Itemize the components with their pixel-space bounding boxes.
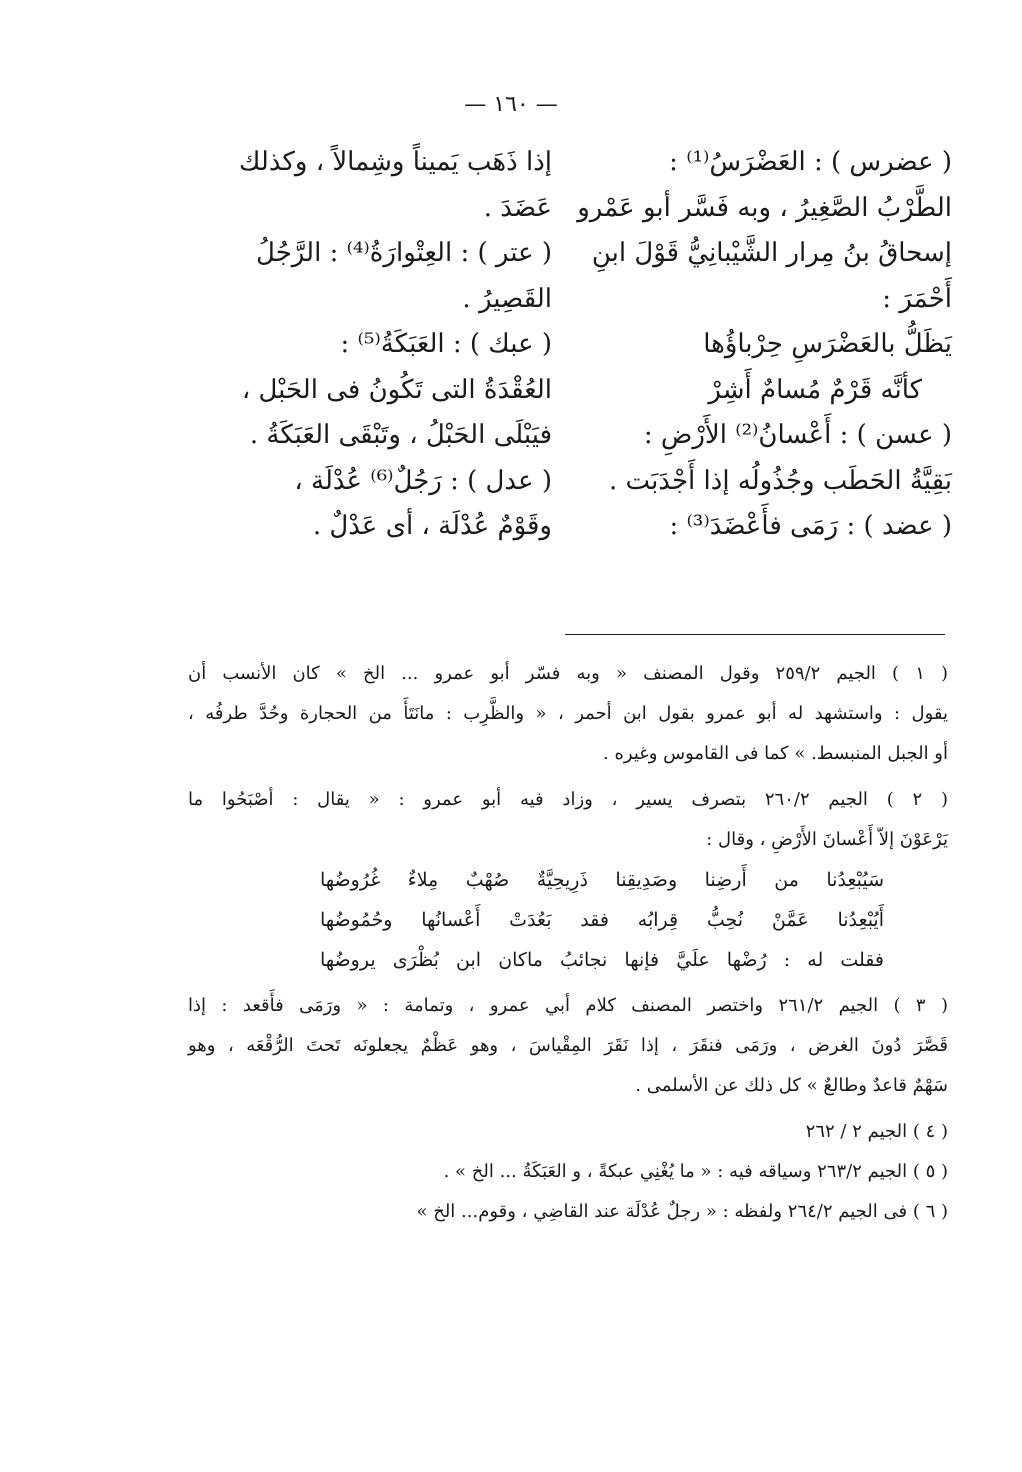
right-column	[577, 140, 952, 550]
footnote-line: ( ٣ ) الجيم ٢٦١/٢ واختصر المصنف كلام أبي عمرو ، وتمامة : « ورَمَى فأَقعد : إذا	[188, 995, 949, 1016]
footnote-6: ( ٦ ) فى الجيم ٢٦٤/٢ ولفظه : « رجلٌ عُدْلَة عند القاضِي ، وقوم... الخ »	[416, 1201, 948, 1222]
entry-line: وقَوْمٌ عُدْلَة ، أى عَدْلٌ .	[312, 511, 552, 541]
entry-line: القَصِيرُ .	[462, 283, 552, 314]
footnotes	[188, 654, 948, 1232]
entry-line: ( عضد ) : رَمَى فأَعْضَدَ⁽³⁾ :	[669, 511, 952, 541]
verse-line: أَيُبْعِدُنا عَمَّنْ نُحِبُّ قِرابُه فقد بَعُدَتْ أَعْسانُها وحُمُوضُها	[320, 909, 884, 931]
entry-line: إذا ذَهَب يَميناً وشِمالاً ، وكذلك	[239, 147, 552, 177]
footnote-line: ( ٢ ) الجيم ٢٦٠/٢ بتصرف يسير ، وزاد فيه أبو عمرو : « يقال : أصْبَحُوا ما	[188, 789, 949, 810]
left-column	[192, 140, 552, 550]
entry-line: ( عدل ) : رَجُلٌ⁽⁶⁾ عُدْلَة ،	[294, 465, 552, 496]
entry-line: بَقِيَّةُ الحَطَب وجُذُولُه إذا أَجْدَبَت .	[609, 465, 952, 496]
footnote-line: ( ١ ) الجيم ٢٥٩/٢ وقول المصنف « وبه فسّر أبو عمرو ... الخ » كان الأنسب أن	[188, 663, 948, 684]
footnote-line: يقول : واستشهد له أبو عمرو بقول ابن أحمر ، « والظَّرِب : مانَتَأَ من الحجارة وحُدَّ طرفُه ،	[188, 703, 948, 724]
entry-line: ( عضرس ) : العَضْرَسُ⁽¹⁾ :	[669, 147, 952, 177]
entry-line: ( عبك ) : العَبَكَةُ⁽⁵⁾ :	[340, 329, 552, 359]
entry-line: ( عسن ) : أَعْسانُ⁽²⁾ الأَرْضِ :	[643, 420, 952, 450]
entry-line: ( عتر ) : العِتْوارَةُ⁽⁴⁾ : الرَّجُلُ	[256, 238, 552, 268]
page-number: — ١٦٠ —	[464, 92, 558, 117]
footnote-1	[188, 654, 948, 774]
verse-line: سَيُبْعِدُنا من أَرضِنا وصَدِيقِنا ذَرِيحِيَّةٌ صُهْبٌ مِلاءٌ غُرُوضُها	[320, 869, 884, 891]
footnote-line: يَرْعَوْنَ إلاّ أَعْسانَ الأَرْضِ ، وقال :	[706, 829, 948, 850]
footnote-line: أو الجبل المنبسط. » كما فى القاموس وغيره .	[603, 743, 948, 764]
footnote-3	[188, 986, 948, 1106]
footnote-line: قَصَّرَ دُونَ الغرض ، ورَمَى فنقَرَ ، إذا نَقَرَ المِقْياسَ ، وهو عَظْمٌ يجعلونَه تَحتَ الرُّقْعَه ، وهو	[188, 1035, 948, 1056]
footnote-4: ( ٤ ) الجيم ٢ / ٢٦٢	[805, 1121, 948, 1142]
verse-line: فقلت له : رُضْها علَيَّ فإنها نجائبُ ماكان ابن بُظْرَى يروضُها	[320, 949, 884, 971]
entry-line: العُقْدَةُ التى تَكُونُ فى الحَبْل ،	[241, 374, 552, 405]
footnote-line: سَهْمٌ قاعدٌ وطالعٌ » كل ذلك عن الأسلمى .	[635, 1075, 948, 1096]
entry-line: الطَّرْبُ الصَّغِيرُ ، وبه فَسَّر أبو عَمْرو	[577, 192, 952, 223]
entry-line: فيَبْلَى الحَبْلُ ، وتَبْقَى العَبَكَةُ .	[249, 420, 552, 450]
poem-line: يَظَلُّ بالعَضْرَسِ حِرْباؤُها	[703, 329, 952, 359]
footnote-separator	[565, 634, 945, 635]
footnote-2	[188, 780, 948, 980]
entry-line: عَضَدَ .	[483, 192, 552, 223]
entry-line: أَحْمَرَ :	[882, 283, 952, 314]
entry-line: إسحاقُ بنُ مِرار الشَّيْبانِيُّ قَوْلَ ابنِ	[591, 238, 952, 268]
poem-line: كأنَّه قَرْمٌ مُسامٌ أَشِرْ	[708, 374, 922, 405]
footnote-5: ( ٥ ) الجيم ٢٦٣/٢ وسياقه فيه : « ما يُغْنِي عبكةً ، و العَبَكَةُ ... الخ » .	[443, 1161, 948, 1182]
